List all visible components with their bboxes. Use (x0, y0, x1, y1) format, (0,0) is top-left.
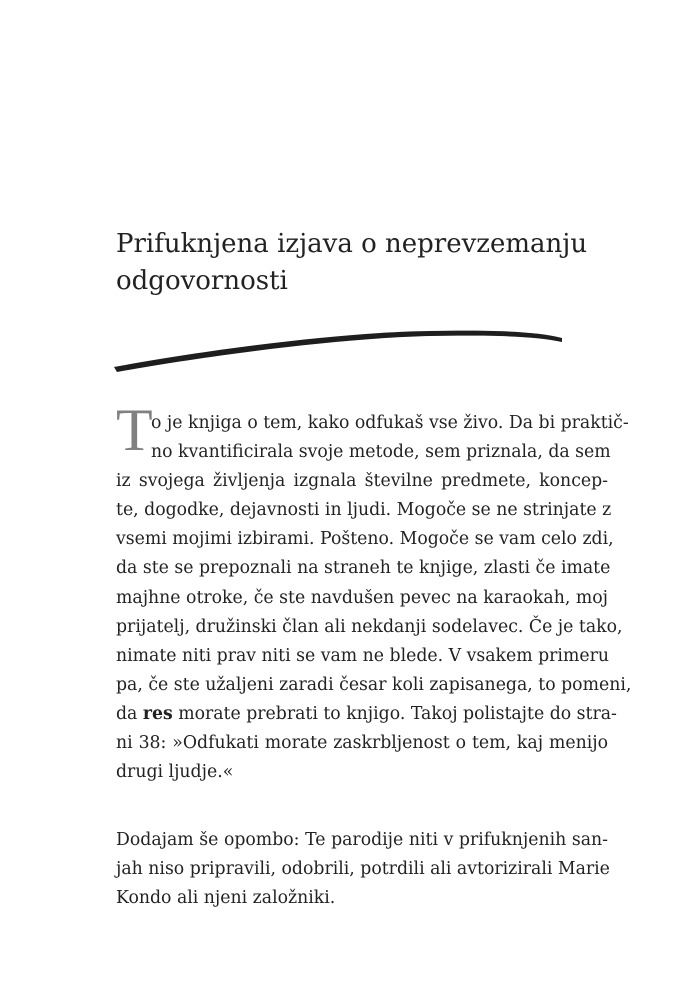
text-line: pa, če ste užaljeni zaradi česar koli zapisanega, to pomeni, (116, 674, 632, 695)
decorative-brush-stroke (110, 318, 570, 378)
emphasis-word: res (142, 703, 173, 724)
text-line: vsemi mojimi izbirami. Pošteno. Mogoče se vam celo zdi, (116, 529, 614, 550)
text-line: iz svojega življenja izgnala številne predmete, koncep- (116, 471, 608, 492)
text-fragment: morate prebrati to knjigo. Takoj polistajte do stra- (172, 703, 617, 724)
text-line: o je knjiga o tem, kako odfukaš vse živo. Da bi praktič- (151, 413, 629, 433)
text-line: majhne otroke, če ste navdušen pevec na karaokah, moj (116, 587, 608, 608)
text-line: no kvantificirala svoje metode, sem priznala, da sem (151, 442, 611, 463)
paragraph-note (116, 826, 608, 913)
text-line: Dodajam še opombo: Te parodije niti v prifuknjenih san- (116, 830, 608, 850)
text-line: da ste se prepoznali na straneh te knjige, zlasti če imate (116, 558, 611, 579)
text-line: prijatelj, družinski član ali nekdanji sodelavec. Če je tako, (116, 616, 623, 637)
chapter-title-line-1: Prifuknjena izjava o neprevzemanju (116, 229, 588, 259)
text-line-with-emphasis (116, 700, 617, 729)
paragraph-disclaimer (116, 409, 632, 787)
chapter-title (116, 226, 606, 300)
text-line: te, dogodke, dejavnosti in ljudi. Mogoče se ne strinjate z (116, 500, 612, 521)
text-line: nimate niti prav niti se vam ne blede. V vsakem primeru (116, 645, 609, 666)
chapter-title-line-2: odgovornosti (116, 266, 288, 296)
text-line: ni 38: »Odfukati morate zaskrbljenost o tem, kaj menijo (116, 733, 608, 754)
text-line: jah niso pripravili, odobrili, potrdili ali avtorizirali Marie (116, 859, 610, 880)
drop-cap: T (116, 397, 153, 463)
text-line: drugi ljudje.« (116, 762, 234, 783)
text-line: Kondo ali njeni založniki. (116, 888, 336, 909)
text-fragment: da (116, 703, 143, 724)
